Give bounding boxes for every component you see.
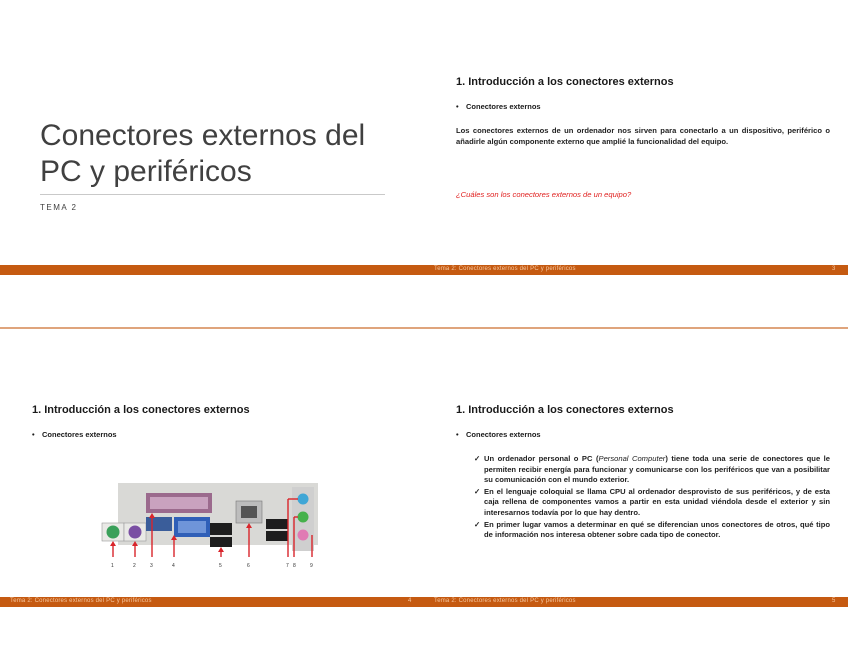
port-label: 7 xyxy=(286,563,289,569)
bullet-label: Conectores externos xyxy=(466,430,541,439)
footer-text: Tema 2: Conectores externos del PC y periféricos xyxy=(10,598,152,604)
bullet-icon: • xyxy=(456,102,459,111)
slide-3 xyxy=(424,0,848,280)
bullet-label: Conectores externos xyxy=(42,430,117,439)
port-label: 6 xyxy=(247,563,250,569)
port-label: 8 xyxy=(293,563,296,569)
list-item: ✓ En el lenguaje coloquial se llama CPU al ordenador desprovisto de sus periféricos, y de esta caja rellena de componentes vamos a partir en esta unidad viéndola desde el exterior y sin interesarnos todavía por lo que hay dentro. xyxy=(474,486,830,517)
port-label: 4 xyxy=(172,563,175,569)
port-label: 5 xyxy=(219,563,222,569)
slide-heading: 1. Introducción a los conectores externos xyxy=(32,404,250,416)
slide-paragraph: Los conectores externos de un ordenador nos sirven para conectarlo a un dispositivo, periférico o añadirle algún componente externo que amplié la funcionalidad del equipo. xyxy=(456,126,830,146)
list-item: ✓ Un ordenador personal o PC (Personal Computer) tiene toda una serie de conectores que le permiten recibir energía para funcionar y comunicarse con los periféricos que van a posibilitar su comunicación con el mundo exterior. xyxy=(474,454,830,485)
bullet-item xyxy=(32,430,117,439)
check-list xyxy=(474,454,830,542)
check-icon: ✓ xyxy=(474,454,481,463)
port-label: 2 xyxy=(133,563,136,569)
footer-text: Tema 2: Conectores externos del PC y periféricos xyxy=(434,598,576,604)
bullet-icon: • xyxy=(32,430,35,439)
list-item: ✓ En primer lugar vamos a determinar en qué se diferencian unos conectores de otros, qué tipo de información nos interesa obtener sobre cada tipo de conector. xyxy=(474,519,830,540)
bullet-label: Conectores externos xyxy=(466,102,541,111)
port-label: 9 xyxy=(310,563,313,569)
slide-top-strip xyxy=(424,327,848,329)
bullet-item xyxy=(456,102,541,111)
slide-4 xyxy=(0,327,424,607)
presentation-title: Conectores externos del PC y periféricos xyxy=(40,119,366,188)
check-icon: ✓ xyxy=(474,519,481,529)
page-number: 4 xyxy=(408,598,412,604)
port-label: 3 xyxy=(150,563,153,569)
slide-footer-bar xyxy=(424,265,848,275)
slide-question: ¿Cuáles son los conectores externos de un equipo? xyxy=(456,190,632,199)
page-number: 5 xyxy=(832,598,836,604)
slide-heading: 1. Introducción a los conectores externos xyxy=(456,76,674,88)
slide-footer-bar xyxy=(0,265,424,275)
slide-title xyxy=(0,0,424,280)
bullet-icon: • xyxy=(456,430,459,439)
check-icon: ✓ xyxy=(474,486,481,496)
port-label: 1 xyxy=(111,563,114,569)
slide-footer-bar xyxy=(0,597,424,607)
slide-5 xyxy=(424,327,848,607)
bullet-item xyxy=(456,430,541,439)
motherboard-ports-image xyxy=(98,479,328,575)
slide-footer-bar xyxy=(424,597,848,607)
slide-top-strip xyxy=(0,327,424,329)
presentation-subtitle: TEMA 2 xyxy=(40,203,78,212)
page-number: 3 xyxy=(832,266,836,272)
slide-heading: 1. Introducción a los conectores externos xyxy=(456,404,674,416)
title-divider xyxy=(40,194,385,195)
footer-text: Tema 2: Conectores externos del PC y periféricos xyxy=(434,266,576,272)
